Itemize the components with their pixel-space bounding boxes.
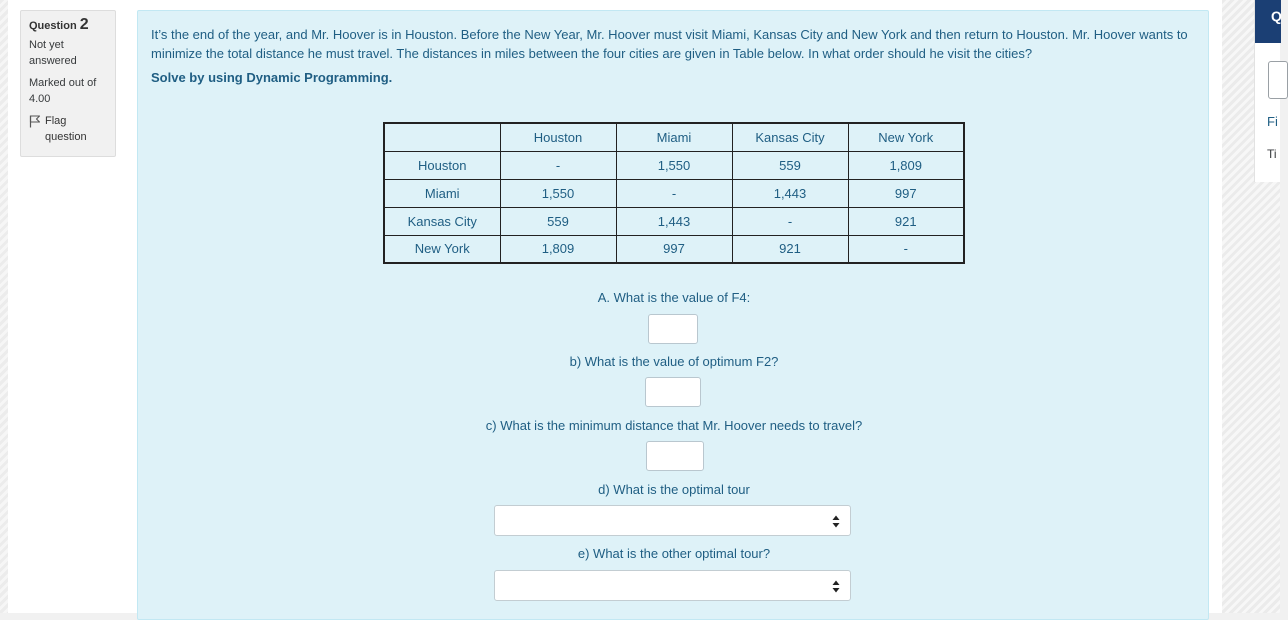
question-number: Question 2: [29, 16, 89, 33]
part-e-select[interactable]: [494, 570, 851, 601]
part-b-label: b) What is the value of optimum F2?: [569, 354, 779, 369]
table-cell: 997: [848, 179, 964, 207]
table-cell: -: [616, 179, 732, 207]
quiz-navigation-panel: [1254, 0, 1280, 182]
table-row: [384, 235, 964, 263]
flag-question-label: Flag question: [45, 115, 87, 143]
table-cell: -: [500, 151, 616, 179]
question-formulation: [137, 10, 1209, 620]
part-b-input[interactable]: [645, 377, 701, 407]
table-row: [384, 151, 964, 179]
part-a-label: A. What is the value of F4:: [597, 290, 751, 305]
distance-table: [383, 122, 965, 264]
table-header-row: [384, 123, 964, 151]
table-row: [384, 179, 964, 207]
part-a-input[interactable]: [648, 314, 698, 344]
part-e-label: e) What is the other optimal tour?: [577, 546, 771, 561]
quiz-nav-question-button[interactable]: [1268, 61, 1288, 99]
table-cell: 1,550: [616, 151, 732, 179]
table-header-cell: Miami: [616, 123, 732, 151]
background-pattern-left: [0, 0, 8, 613]
table-row: [384, 207, 964, 235]
table-row-header: Houston: [384, 151, 500, 179]
question-instruction: Solve by using Dynamic Programming.: [151, 70, 393, 85]
table-cell: -: [848, 235, 964, 263]
part-c-input[interactable]: [646, 441, 704, 471]
quiz-navigation-header: Q: [1255, 0, 1281, 43]
table-cell: 1,443: [732, 179, 848, 207]
flag-icon: [29, 115, 41, 128]
question-text: It’s the end of the year, and Mr. Hoover is in Houston. Before the New Year, Mr. Hoover must visit Miami, Kansas City and New York and then return to Houston. Mr. Hoover wants to minimize the total distance he must travel. The distances in miles between the four cities are given in Table below. In what order should he visit the cities?: [151, 27, 1188, 61]
table-cell: 559: [500, 207, 616, 235]
table-cell: 1,809: [500, 235, 616, 263]
table-header-cell: New York: [848, 123, 964, 151]
sort-arrows-icon: [832, 515, 840, 528]
table-cell: 921: [848, 207, 964, 235]
table-row-header: Miami: [384, 179, 500, 207]
table-cell: 1,809: [848, 151, 964, 179]
part-d-select[interactable]: [494, 505, 851, 536]
table-header-cell: Houston: [500, 123, 616, 151]
part-c-label: c) What is the minimum distance that Mr. Hoover needs to travel?: [485, 418, 863, 433]
question-state: Not yet answered: [29, 39, 77, 67]
table-header-cell: Kansas City: [732, 123, 848, 151]
part-d-label: d) What is the optimal tour: [598, 482, 750, 497]
sort-arrows-icon: [832, 580, 840, 593]
table-row-header: Kansas City: [384, 207, 500, 235]
table-cell: 1,550: [500, 179, 616, 207]
table-cell: 559: [732, 151, 848, 179]
question-info: [20, 10, 116, 157]
finish-attempt-link[interactable]: Fi: [1267, 114, 1278, 129]
flag-question-link[interactable]: [29, 113, 107, 145]
table-cell: 1,443: [616, 207, 732, 235]
table-row-header: New York: [384, 235, 500, 263]
table-cell: 997: [616, 235, 732, 263]
table-cell: [384, 123, 500, 151]
question-grade: Marked out of 4.00: [29, 77, 97, 105]
table-cell: -: [732, 207, 848, 235]
time-left-text: Ti: [1267, 147, 1277, 161]
table-cell: 921: [732, 235, 848, 263]
